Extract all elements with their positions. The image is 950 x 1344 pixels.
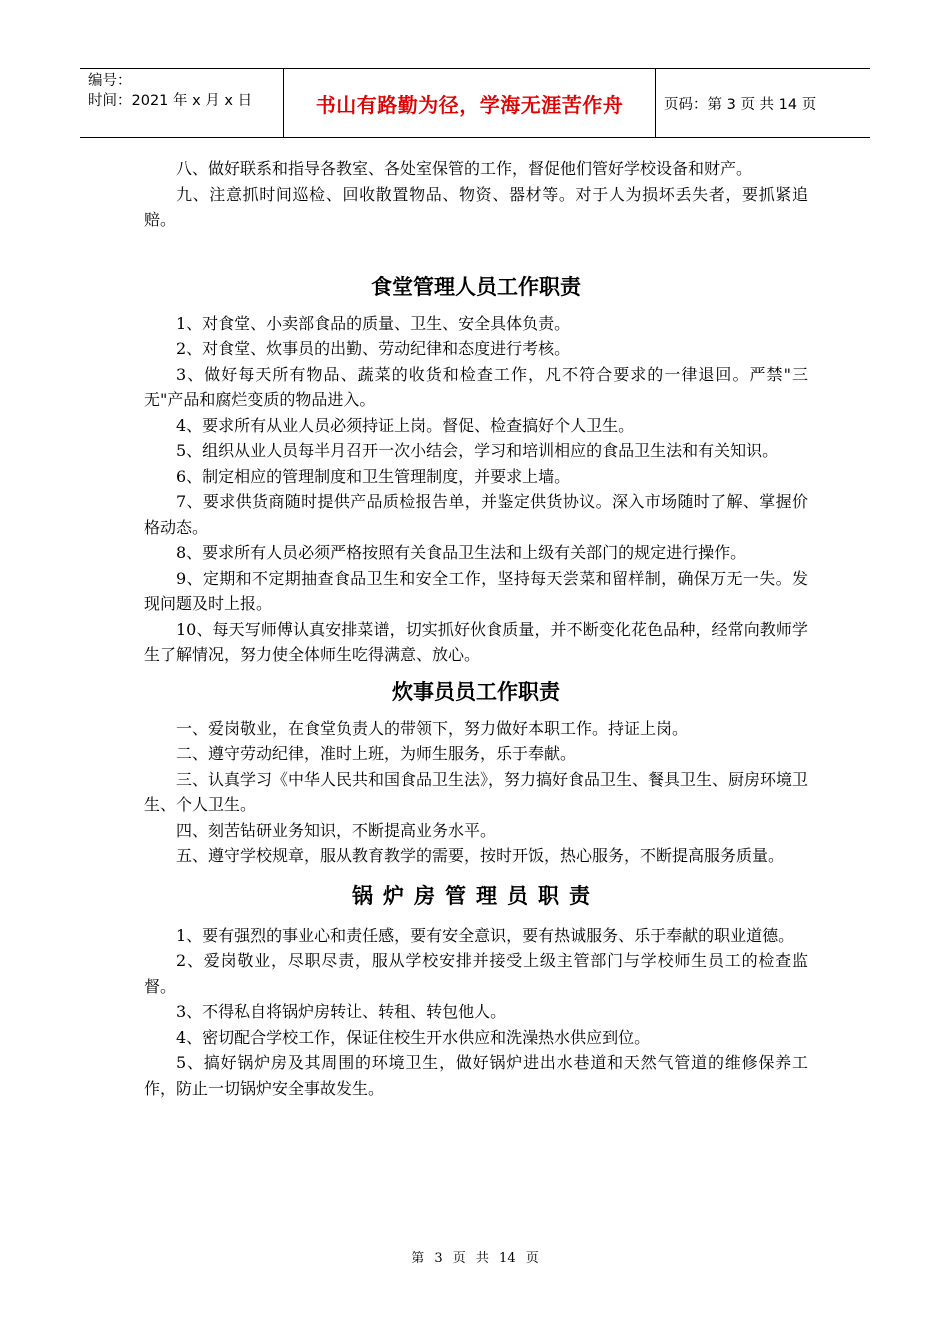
list-item: 3、做好每天所有物品、蔬菜的收货和检查工作，凡不符合要求的一律退回。严禁"三无"产品和腐烂变质的物品进入。 <box>144 364 808 409</box>
list-item: 3、不得私自将锅炉房转让、转租、转包他人。 <box>176 1002 507 1021</box>
header-meta <box>80 69 283 137</box>
time-label: 时间：2021 年 x 月 x 日 <box>88 93 253 109</box>
page-footer: 第 3 页 共 14 页 <box>411 1251 539 1266</box>
header-page-info: 页码：第 3 页 共 14 页 <box>664 96 817 113</box>
header-motto-cell <box>283 69 656 137</box>
list-item: 2、对食堂、炊事员的出勤、劳动纪律和态度进行考核。 <box>176 339 571 358</box>
list-item: 10、每天写师傅认真安排菜谱，切实抓好伙食质量，并不断变化花色品种，经常向教师学生了解情况，努力使全体师生吃得满意、放心。 <box>144 619 808 664</box>
list-item: 1、要有强烈的事业心和责任感，要有安全意识，要有热诚服务、乐于奉献的职业道德。 <box>176 925 795 945</box>
list-item: 五、遵守学校规章，服从教育教学的需要，按时开饭，热心服务，不断提高服务质量。 <box>176 846 785 865</box>
spacer <box>144 233 808 263</box>
section-title: 食堂管理人员工作职责 <box>371 274 581 299</box>
list-item: 5、组织从业人员每半月召开一次小结会，学习和培训相应的食品卫生法和有关知识。 <box>176 441 779 460</box>
header-motto: 书山有路勤为径，学海无涯苦作舟 <box>315 92 624 117</box>
intro-paragraph: 八、做好联系和指导各教室、各处室保管的工作，督促他们管好学校设备和财产。 <box>176 159 753 178</box>
list-item: 2、爱岗敬业，尽职尽责，服从学校安排并接受上级主管部门与学校师生员工的检查监督。 <box>144 951 808 996</box>
list-item: 一、爱岗敬业，在食堂负责人的带领下，努力做好本职工作。持证上岗。 <box>176 718 689 738</box>
document-body <box>144 156 808 1101</box>
header-table <box>80 68 870 138</box>
list-item: 1、对食堂、小卖部食品的质量、卫生、安全具体负责。 <box>176 313 571 333</box>
list-item: 4、密切配合学校工作，保证住校生开水供应和洗澡热水供应到位。 <box>176 1027 651 1047</box>
section-title: 炊事员员工作职责 <box>392 679 560 704</box>
list-item: 4、要求所有从业人员必须持证上岗。督促、检查搞好个人卫生。 <box>176 415 635 435</box>
intro-paragraph: 九、注意抓时间巡检、回收散置物品、物资、器材等。对于人为损坏丢失者，要抓紧追赔。 <box>144 184 808 229</box>
list-item: 三、认真学习《中华人民共和国食品卫生法》，努力搞好食品卫生、餐具卫生、厨房环境卫生、个人卫生。 <box>144 769 809 814</box>
list-item: 6、制定相应的管理制度和卫生管理制度，并要求上墙。 <box>176 466 571 486</box>
number-label: 编号： <box>88 73 132 89</box>
list-item: 二、遵守劳动纪律，准时上班，为师生服务，乐于奉献。 <box>176 744 577 763</box>
section-title: 锅炉房管理员职责 <box>352 883 600 908</box>
list-item: 四、刻苦钻研业务知识，不断提高业务水平。 <box>176 820 497 840</box>
list-item: 5、搞好锅炉房及其周围的环境卫生，做好锅炉进出水巷道和天然气管道的维修保养工作，防止一切锅炉安全事故发生。 <box>144 1053 808 1098</box>
list-item: 7、要求供货商随时提供产品质检报告单，并鉴定供货协议。深入市场随时了解、掌握价格动态。 <box>144 492 808 537</box>
list-item: 9、定期和不定期抽查食品卫生和安全工作，坚持每天尝菜和留样制，确保万无一失。发现问题及时上报。 <box>144 568 808 613</box>
list-item: 8、要求所有人员必须严格按照有关食品卫生法和上级有关部门的规定进行操作。 <box>176 543 747 562</box>
